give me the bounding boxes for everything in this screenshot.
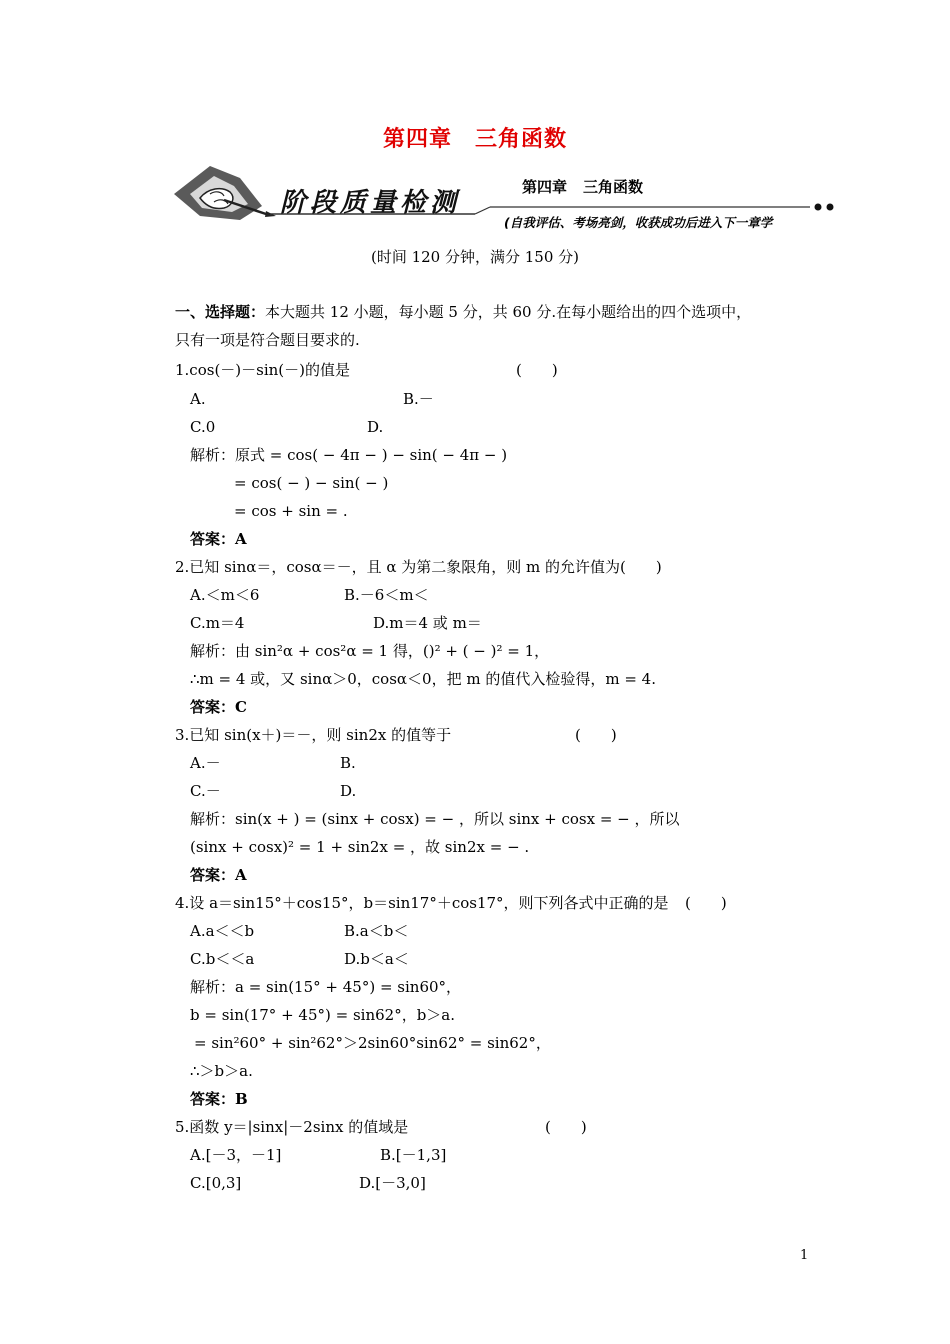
question-4-answer: 答案：B (190, 1090, 248, 1108)
question-5-option-a: A.[－3，－1] (190, 1146, 282, 1164)
question-1-stem: 1.cos(－)－sin(－)的值是 (175, 361, 351, 379)
question-2-answer: 答案：C (190, 698, 247, 716)
question-4-analysis-line-4: ∴＞b＞a. (190, 1062, 253, 1080)
question-3-option-a: A.－ (190, 754, 221, 772)
question-5-stem: 5.函数 y＝|sinx|－2sinx 的值域是 (175, 1118, 409, 1136)
time-note: (时间 120 分钟，满分 150 分) (370, 248, 580, 266)
question-3-option-c: C.－ (190, 782, 221, 800)
question-1-analysis-line-2: = cos( − ) − sin( − ) (234, 474, 389, 492)
question-5-option-b: B.[－1,3] (380, 1146, 447, 1164)
chapter-title: 第四章 三角函数 (382, 127, 567, 152)
question-5-option-c: C.[0,3] (190, 1174, 242, 1192)
question-3-stem: 3.已知 sin(x＋)＝－，则 sin2x 的值等于 (175, 726, 452, 744)
question-3-option-b: B. (340, 754, 356, 772)
question-4-option-b: B.a＜b＜ (344, 922, 409, 940)
banner-chapter-number: 第四章 (522, 178, 568, 196)
question-2-analysis-line-1: 解析：由 sin²α + cos²α = 1 得，()² + ( − )² = 1， (190, 642, 550, 660)
question-1-option-a: A. (190, 390, 206, 408)
question-1-answer: 答案：A (190, 530, 247, 548)
banner-chapter (522, 176, 643, 197)
question-3-option-d: D. (340, 782, 357, 800)
question-2-option-c: C.m＝4 (190, 614, 245, 632)
banner-title: 阶段质量检测 (280, 188, 461, 218)
banner-subtitle: (自我评估、考场亮剑，收获成功后进入下一章学 (504, 215, 773, 230)
question-2-option-d: D.m＝4 或 m＝ (373, 614, 482, 632)
question-2-option-b: B.－6＜m＜ (344, 586, 429, 604)
question-3-analysis-line-1: 解析：sin(x + ) = (sinx + cosx) = − ，所以 sinx + cosx = − ，所以 (190, 810, 680, 828)
question-3-answer-blank: ( ) (575, 726, 617, 744)
banner-chapter-name: 三角函数 (583, 178, 644, 196)
question-2-stem: 2.已知 sinα＝，cosα＝－，且 α 为第二象限角，则 m 的允许值为( ) (175, 558, 662, 576)
question-3-analysis-line-2: (sinx + cosx)² = 1 + sin2x = ，故 sin2x = − . (190, 838, 530, 856)
question-5-option-d: D.[－3,0] (359, 1174, 426, 1192)
section-intro-text: 本大题共 12 小题，每小题 5 分，共 60 分.在每小题给出的四个选项中， (265, 303, 752, 321)
question-2-analysis-line-2: ∴m = 4 或，又 sinα＞0，cosα＜0，把 m 的值代入检验得，m = 4. (190, 670, 656, 688)
section-heading: 一、选择题： (175, 303, 266, 321)
question-1-analysis-line-1: 解析：原式 = cos( − 4π − ) − sin( − 4π − ) (190, 446, 508, 464)
question-4-option-c: C.b＜＜a (190, 950, 255, 968)
question-1-option-c: C.0 (190, 418, 216, 436)
question-4-analysis-line-2: b = sin(17° + 45°) = sin62°，b＞a. (190, 1006, 456, 1024)
question-4-option-d: D.b＜a＜ (344, 950, 409, 968)
section-intro-line-1 (175, 302, 751, 322)
question-5-answer-blank: ( ) (545, 1118, 587, 1136)
question-1-option-b: B.－ (403, 390, 434, 408)
section-banner (170, 158, 850, 238)
page-number: 1 (800, 1248, 809, 1263)
question-1-option-d: D. (367, 418, 384, 436)
question-4-stem: 4.设 a＝sin15°＋cos15°，b＝sin17°＋cos17°，则下列各式中正确的是 (175, 894, 669, 912)
question-4-analysis-line-1: 解析：a = sin(15° + 45°) = sin60°， (190, 978, 462, 996)
question-2-option-a: A.＜m＜6 (190, 586, 260, 604)
question-1-analysis-line-3: = cos + sin = . (234, 502, 348, 520)
question-1-answer-blank: ( ) (516, 361, 558, 379)
question-4-option-a: A.a＜＜b (190, 922, 255, 940)
question-3-answer: 答案：A (190, 866, 247, 884)
question-4-analysis-line-3: = sin²60° + sin²62°＞2sin60°sin62° = sin62°， (194, 1034, 551, 1052)
question-4-answer-blank: ( ) (685, 894, 727, 912)
section-intro-line-2: 只有一项是符合题目要求的. (175, 331, 360, 349)
